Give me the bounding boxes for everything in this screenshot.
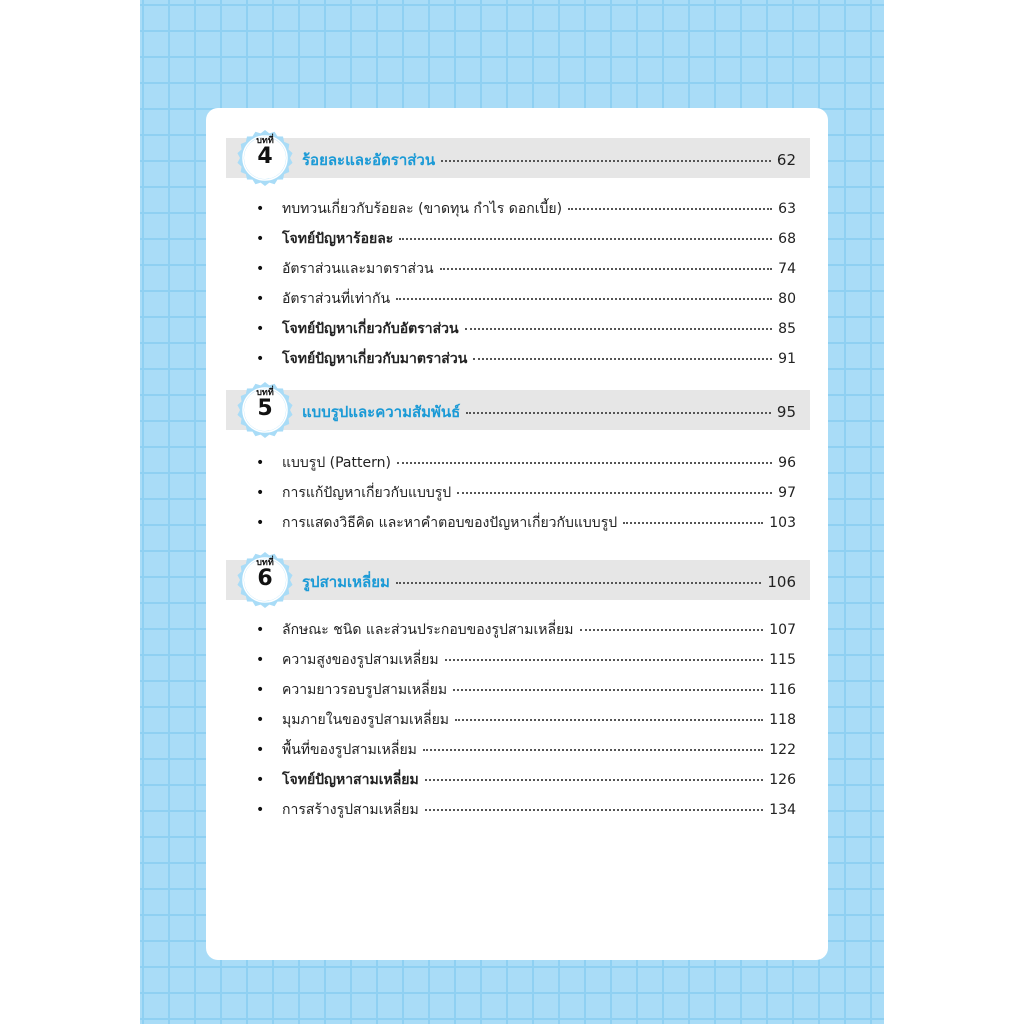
dot-leader (397, 461, 772, 464)
toc-entry[interactable] (256, 228, 796, 250)
toc-entry-title: การแก้ปัญหาเกี่ยวกับแบบรูป (282, 485, 452, 501)
toc-entry-title: โจทย์ปัญหาเกี่ยวกับอัตราส่วน (282, 321, 459, 337)
chapter-title: ร้อยละและอัตราส่วน (302, 151, 436, 169)
chapter-title: แบบรูปและความสัมพันธ์ (302, 403, 461, 421)
dot-leader (399, 237, 772, 240)
dot-leader (441, 159, 771, 162)
chapter-entry[interactable] (302, 148, 796, 172)
dot-leader (457, 491, 772, 494)
toc-entry-page-number: 68 (778, 231, 796, 247)
toc-entry[interactable] (256, 739, 796, 761)
toc-entry-title: การแสดงวิธีคิด และหาคำตอบของปัญหาเกี่ยวกับแบบรูป (282, 515, 618, 531)
toc-entry-page-number: 91 (778, 351, 796, 367)
toc-entry[interactable] (256, 799, 796, 821)
dot-leader (396, 297, 772, 300)
toc-entry[interactable] (256, 709, 796, 731)
chapter-title: รูปสามเหลี่ยม (302, 573, 390, 591)
toc-entry-title: ความสูงของรูปสามเหลี่ยม (282, 652, 439, 668)
chapter-page-number: 95 (776, 403, 796, 421)
toc-entry-page-number: 126 (769, 772, 796, 788)
dot-leader (623, 521, 763, 524)
bullet-icon: • (256, 351, 265, 367)
toc-entry[interactable] (256, 258, 796, 280)
bullet-icon: • (256, 455, 265, 471)
toc-entry-page-number: 85 (778, 321, 796, 337)
bullet-icon: • (256, 485, 265, 501)
chapter-badge (237, 130, 293, 186)
toc-entry-page-number: 116 (769, 682, 796, 698)
bullet-icon: • (256, 802, 265, 818)
toc-entry[interactable] (256, 318, 796, 340)
dot-leader (453, 688, 763, 691)
chapter-label: บทที่ (256, 136, 274, 146)
dot-leader (473, 357, 772, 360)
dot-leader (455, 718, 763, 721)
bullet-icon: • (256, 622, 265, 638)
toc-entry[interactable] (256, 348, 796, 370)
toc-entry-title: ลักษณะ ชนิด และส่วนประกอบของรูปสามเหลี่ยม (282, 622, 574, 638)
chapter-page-number: 62 (776, 151, 796, 169)
toc-entry-page-number: 103 (769, 515, 796, 531)
bullet-icon: • (256, 201, 265, 217)
toc-entry-page-number: 115 (769, 652, 796, 668)
toc-entry-page-number: 107 (769, 622, 796, 638)
toc-entry-title: พื้นที่ของรูปสามเหลี่ยม (282, 742, 417, 758)
toc-entry[interactable] (256, 649, 796, 671)
dot-leader (445, 658, 764, 661)
toc-entry-page-number: 96 (778, 455, 796, 471)
chapter-number: 6 (257, 566, 273, 591)
chapter-number: 5 (257, 396, 273, 421)
chapter-entry[interactable] (302, 400, 796, 424)
bullet-icon: • (256, 772, 265, 788)
toc-entry-title: ความยาวรอบรูปสามเหลี่ยม (282, 682, 448, 698)
toc-entry-title: โจทย์ปัญหาสามเหลี่ยม (282, 772, 419, 788)
toc-entry[interactable] (256, 619, 796, 641)
toc-entry-title: มุมภายในของรูปสามเหลี่ยม (282, 712, 450, 728)
bullet-icon: • (256, 321, 265, 337)
toc-entry[interactable] (256, 679, 796, 701)
dot-leader (425, 808, 764, 811)
toc-entry-title: โจทย์ปัญหาเกี่ยวกับมาตราส่วน (282, 351, 468, 367)
toc-entry-page-number: 118 (769, 712, 796, 728)
bullet-icon: • (256, 682, 265, 698)
chapter-badge (237, 552, 293, 608)
toc-entry-title: อัตราส่วนและมาตราส่วน (282, 261, 434, 277)
toc-entry[interactable] (256, 769, 796, 791)
toc-entry-page-number: 74 (778, 261, 796, 277)
toc-entry-page-number: 80 (778, 291, 796, 307)
chapter-entry[interactable] (302, 570, 796, 594)
toc-entry[interactable] (256, 512, 796, 534)
bullet-icon: • (256, 231, 265, 247)
chapter-page-number: 106 (767, 573, 796, 591)
dot-leader (440, 267, 773, 270)
bullet-icon: • (256, 291, 265, 307)
dot-leader (425, 778, 764, 781)
toc-entry-title: โจทย์ปัญหาร้อยละ (282, 231, 394, 247)
dot-leader (580, 628, 764, 631)
bullet-icon: • (256, 261, 265, 277)
dot-leader (466, 411, 771, 414)
toc-entry-page-number: 134 (769, 802, 796, 818)
toc-entry-title: แบบรูป (Pattern) (282, 455, 391, 471)
bullet-icon: • (256, 712, 265, 728)
toc-entry-page-number: 63 (778, 201, 796, 217)
bullet-icon: • (256, 652, 265, 668)
toc-entry[interactable] (256, 452, 796, 474)
toc-entry-title: การสร้างรูปสามเหลี่ยม (282, 802, 419, 818)
toc-entry-title: อัตราส่วนที่เท่ากัน (282, 291, 391, 307)
dot-leader (423, 748, 763, 751)
chapter-label: บทที่ (256, 388, 274, 398)
dot-leader (568, 207, 772, 210)
toc-entry-title: ทบทวนเกี่ยวกับร้อยละ (ขาดทุน กำไร ดอกเบี้ย) (282, 201, 563, 217)
chapter-badge (237, 382, 293, 438)
toc-entry-page-number: 122 (769, 742, 796, 758)
bullet-icon: • (256, 515, 265, 531)
toc-entry[interactable] (256, 482, 796, 504)
toc-entry[interactable] (256, 198, 796, 220)
chapter-label: บทที่ (256, 558, 274, 568)
dot-leader (396, 581, 761, 584)
bullet-icon: • (256, 742, 265, 758)
toc-entry[interactable] (256, 288, 796, 310)
dot-leader (465, 327, 773, 330)
toc-entry-page-number: 97 (778, 485, 796, 501)
chapter-number: 4 (257, 144, 273, 169)
